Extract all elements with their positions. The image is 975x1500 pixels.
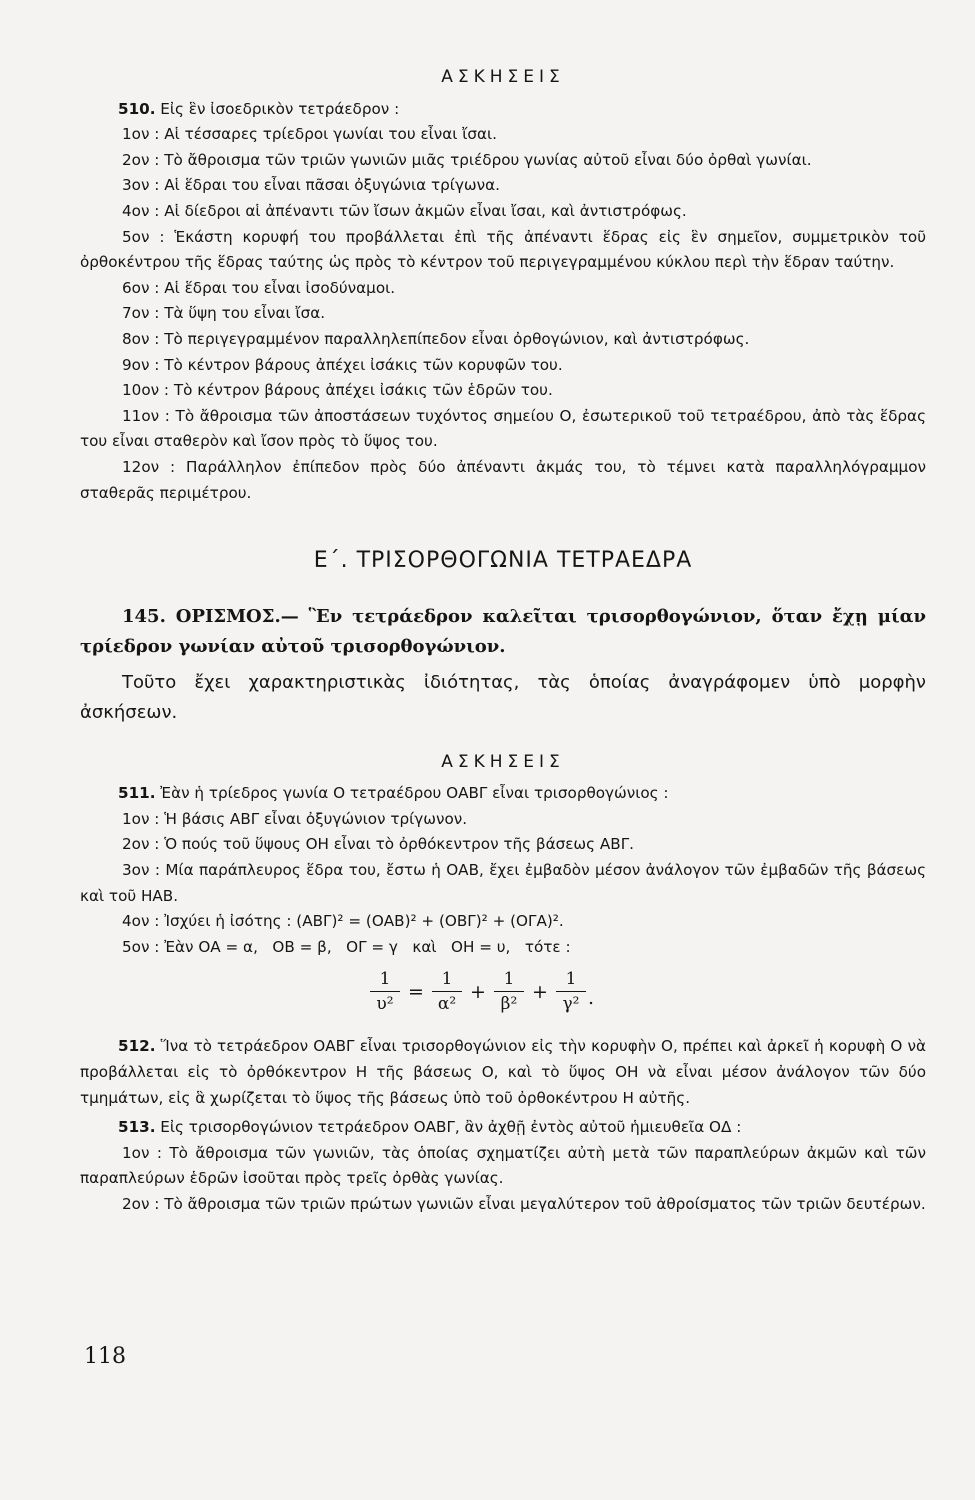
definition-145 bbox=[80, 602, 926, 662]
exercise-513-intro: 513. Εἰς τρισορθογώνιον τετράεδρον ΟΑΒΓ, ἂν ἀχθῇ ἐντὸς αὐτοῦ ἡμιευθεῖα ΟΔ : bbox=[118, 1118, 742, 1137]
exercise-510-item-1: 1ον : Αἱ τέσσαρες τρίεδροι γωνίαι του εἶναι ἴσαι. bbox=[122, 125, 498, 144]
exercise-511-intro: 511. Ἐὰν ἡ τρίεδρος γωνία Ο τετραέδρου ΟΑΒΓ εἶναι τρισορθογώνιος : bbox=[118, 784, 669, 803]
fraction-gamma: 1 γ² bbox=[556, 968, 586, 1015]
exercises-header-mid: ΑΣΚΗΣΕΙΣ bbox=[441, 751, 565, 772]
exercise-510-item-4: 4ον : Αἱ δίεδροι αἱ ἀπέναντι τῶν ἴσων ἀκμῶν εἶναι ἴσαι, καὶ ἀντιστρόφως. bbox=[122, 201, 687, 220]
exercise-513-item-1: 1ον : Τὸ ἄθροισμα τῶν γωνιῶν, τὰς ὁποίας σχηματίζει αὐτὴ μετὰ τῶν παραπλεύρων ἀκμῶν καὶ τῶν παραπλεύρων ἑδρῶν ἰσοῦται πρὸς τρεῖς ὀρθὰς γωνίας. bbox=[80, 1143, 926, 1188]
exercise-511-item-1: 1ον : Ἡ βάσις ΑΒΓ εἶναι ὀξυγώνιον τρίγωνον. bbox=[122, 809, 468, 828]
exercises-header-top: ΑΣΚΗΣΕΙΣ bbox=[441, 67, 565, 87]
exercise-511-item-2: 2ον : Ὁ πούς τοῦ ὕψους ΟΗ εἶναι τὸ ὀρθόκεντρον τῆς βάσεως ΑΒΓ. bbox=[122, 835, 634, 854]
exercise-510-item-9: 9ον : Τὸ κέντρον βάρους ἀπέχει ἰσάκις τῶν κορυφῶν του. bbox=[122, 355, 563, 374]
equals-sign: = bbox=[408, 981, 424, 1004]
exercise-number: 511. bbox=[118, 784, 156, 803]
plus-sign: + bbox=[532, 981, 548, 1004]
exercise-512: 512. Ἵνα τὸ τετράεδρον ΟΑΒΓ εἶναι τρισορθογώνιον εἰς τὴν κορυφὴν Ο, πρέπει καὶ ἀρκεῖ ἡ κορυφὴ Ο νὰ προβάλλεται εἰς τὸ ὀρθόκεντρον Η τῆς βάσεως Ο, καὶ τὸ ὕψος ΟΗ νὰ εἶναι μέσον ἀνάλογον τῶν δύο τμημάτων, εἰς ἃ χωρίζεται τὸ ὕψος τῆς βάσεως ὑπὸ τοῦ ὀρθοκέντρου Η αὐτῆς. bbox=[80, 1037, 926, 1107]
exercise-511-item-5: 5ον : Ἐὰν ΟΑ = α, ΟΒ = β, ΟΓ = γ καὶ ΟΗ = υ, τότε : bbox=[122, 937, 571, 956]
reciprocal-squares-formula bbox=[80, 968, 926, 1024]
exercise-511-item-3: 3ον : Μία παράπλευρος ἕδρα του, ἔστω ἡ ΟΑΒ, ἔχει ἐμβαδὸν μέσον ἀνάλογον τῶν ἐμβαδῶν τῆς βάσεως καὶ τοῦ ΗΑΒ. bbox=[80, 861, 926, 905]
page-content bbox=[80, 60, 926, 1218]
exercise-510-item-7: 7ον : Τὰ ὕψη του εἶναι ἴσα. bbox=[122, 304, 326, 323]
fraction-lhs: 1 υ² bbox=[370, 968, 400, 1015]
exercise-510-item-10: 10ον : Τὸ κέντρον βάρους ἀπέχει ἰσάκις τῶν ἑδρῶν του. bbox=[122, 381, 553, 400]
formula-period: . bbox=[588, 987, 595, 1010]
exercise-510-item-2: 2ον : Τὸ ἄθροισμα τῶν τριῶν γωνιῶν μιᾶς τριέδρου γωνίας αὐτοῦ εἶναι δύο ὀρθαὶ γωνίαι. bbox=[122, 150, 812, 169]
plus-sign: + bbox=[470, 981, 486, 1004]
page-number: 118 bbox=[84, 1344, 126, 1369]
exercise-number: 512. bbox=[118, 1037, 156, 1056]
exercise-510-item-11: 11ον : Τὸ ἄθροισμα τῶν ἀποστάσεων τυχόντος σημείου Ο, ἐσωτερικοῦ τοῦ τετραέδρου, ἀπὸ τὰς ἕδρας του εἶναι σταθερὸν καὶ ἴσον πρὸς τὸ ὕψος του. bbox=[80, 406, 926, 451]
exercise-number: 513. bbox=[118, 1118, 156, 1137]
exercise-510-item-8: 8ον : Τὸ περιγεγραμμένον παραλληλεπίπεδον εἶναι ὀρθογώνιον, καὶ ἀντιστρόφως. bbox=[122, 329, 750, 348]
fraction-beta: 1 β² bbox=[494, 968, 524, 1015]
exercise-510-item-3: 3ον : Αἱ ἕδραι του εἶναι πᾶσαι ὀξυγώνια τρίγωνα. bbox=[122, 176, 500, 195]
exercise-513-item-2: 2ον : Τὸ ἄθροισμα τῶν τριῶν πρώτων γωνιῶν εἶναι μεγαλύτερον τοῦ ἀθροίσματος τῶν τριῶν δευτέρων. bbox=[122, 1195, 926, 1213]
fraction-alpha: 1 α² bbox=[432, 968, 462, 1015]
exercise-510-item-6: 6ον : Αἱ ἕδραι του εἶναι ἰσοδύναμοι. bbox=[122, 278, 396, 297]
definition-text: Ἓν τετράεδρον καλεῖται τρισορθογώνιον, ὅταν ἔχῃ μίαν τρίεδρον γωνίαν αὐτοῦ τρισορθογώνιον. bbox=[80, 605, 926, 657]
exercise-510-item-5: 5ον : Ἑκάστη κορυφή του προβάλλεται ἐπὶ τῆς ἀπέναντι ἕδρας εἰς ἓν σημεῖον, συμμετρικὸν τοῦ ὀρθοκέντρου τῆς ἕδρας ταύτης ὡς πρὸς τὸ κέντρον τοῦ περιγεγραμμένου κύκλου περὶ τὴν ἕδραν ταύτην. bbox=[80, 227, 926, 272]
exercise-511-item-4: 4ον : Ἰσχύει ἡ ἰσότης : (ΑΒΓ)² = (ΟΑΒ)² + (ΟΒΓ)² + (ΟΓΑ)². bbox=[122, 912, 564, 931]
exercise-number: 510. bbox=[118, 99, 156, 118]
exercise-510-intro: 510. Εἰς ἓν ἰσοεδρικὸν τετράεδρον : bbox=[118, 99, 400, 118]
exercise-510-item-12: 12ον : Παράλληλον ἐπίπεδον πρὸς δύο ἀπέναντι ἀκμάς του, τὸ τέμνει κατὰ παραλληλόγραμμον σταθερᾶς περιμέτρου. bbox=[80, 457, 926, 502]
section-title: Ε΄. ΤΡΙΣΟΡΘΟΓΩΝΙΑ ΤΕΤΡΑΕΔΡΑ bbox=[313, 548, 693, 574]
definition-label: 145. ΟΡΙΣΜΟΣ.— bbox=[122, 605, 299, 627]
intro-paragraph: Τοῦτο ἔχει χαρακτηριστικὰς ἰδιότητας, τὰς ὁποίας ἀναγράφομεν ὑπὸ μορφὴν ἀσκήσεων. bbox=[80, 671, 926, 723]
